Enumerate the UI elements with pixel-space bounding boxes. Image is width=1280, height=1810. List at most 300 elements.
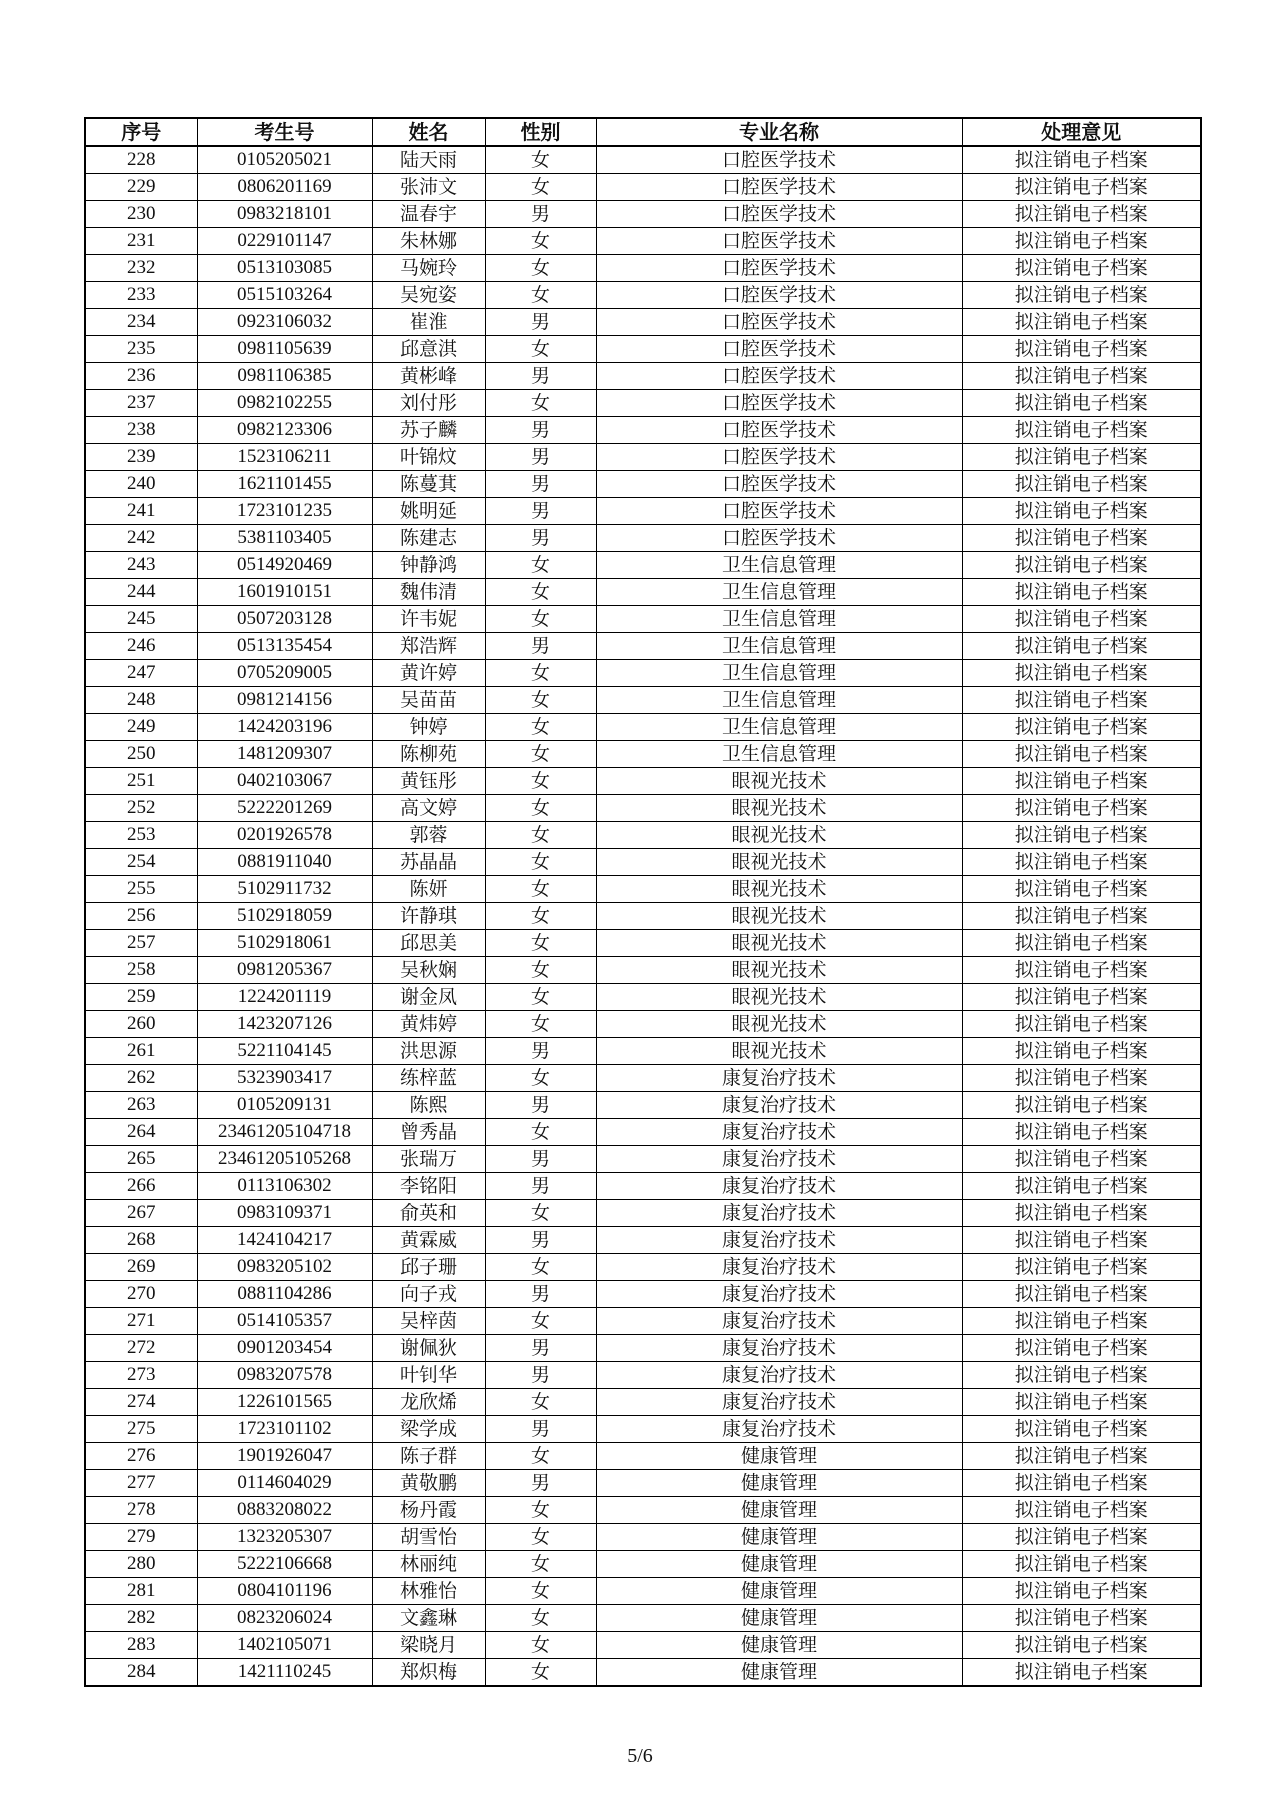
table-row <box>85 714 1201 741</box>
cell-seq: 242 <box>85 525 197 552</box>
table-row <box>85 957 1201 984</box>
cell-name: 李铭阳 <box>372 1173 485 1200</box>
cell-name: 马婉玲 <box>372 255 485 282</box>
table-row <box>85 1659 1201 1687</box>
cell-name: 俞英和 <box>372 1200 485 1227</box>
cell-exam-id: 0881104286 <box>197 1281 372 1308</box>
cell-seq: 251 <box>85 768 197 795</box>
cell-decision: 拟注销电子档案 <box>962 1119 1201 1146</box>
cell-decision: 拟注销电子档案 <box>962 1308 1201 1335</box>
cell-name: 陈子群 <box>372 1443 485 1470</box>
cell-decision: 拟注销电子档案 <box>962 768 1201 795</box>
cell-name: 吴宛姿 <box>372 282 485 309</box>
cell-exam-id: 1402105071 <box>197 1632 372 1659</box>
cell-name: 陆天雨 <box>372 146 485 174</box>
table-row <box>85 1605 1201 1632</box>
header-gender: 性别 <box>485 118 596 146</box>
cell-gender: 男 <box>485 1173 596 1200</box>
cell-major: 口腔医学技术 <box>596 282 962 309</box>
cell-decision: 拟注销电子档案 <box>962 957 1201 984</box>
table-row <box>85 363 1201 390</box>
table-row <box>85 1470 1201 1497</box>
cell-gender: 男 <box>485 201 596 228</box>
cell-exam-id: 1421110245 <box>197 1659 372 1687</box>
cell-major: 口腔医学技术 <box>596 444 962 471</box>
cell-decision: 拟注销电子档案 <box>962 1605 1201 1632</box>
cell-name: 许静琪 <box>372 903 485 930</box>
cell-name: 吴梓茵 <box>372 1308 485 1335</box>
cell-seq: 264 <box>85 1119 197 1146</box>
cell-gender: 男 <box>485 444 596 471</box>
cell-decision: 拟注销电子档案 <box>962 525 1201 552</box>
cell-gender: 女 <box>485 1524 596 1551</box>
cell-decision: 拟注销电子档案 <box>962 660 1201 687</box>
cell-major: 口腔医学技术 <box>596 471 962 498</box>
cell-seq: 269 <box>85 1254 197 1281</box>
cell-major: 卫生信息管理 <box>596 633 962 660</box>
cell-name: 黄霖威 <box>372 1227 485 1254</box>
cell-seq: 248 <box>85 687 197 714</box>
cell-major: 健康管理 <box>596 1605 962 1632</box>
table-row <box>85 174 1201 201</box>
cell-seq: 262 <box>85 1065 197 1092</box>
table-row <box>85 1254 1201 1281</box>
cell-seq: 244 <box>85 579 197 606</box>
table-row <box>85 444 1201 471</box>
table-row <box>85 1362 1201 1389</box>
cell-major: 眼视光技术 <box>596 1011 962 1038</box>
table-row <box>85 552 1201 579</box>
cell-seq: 271 <box>85 1308 197 1335</box>
cell-exam-id: 0513103085 <box>197 255 372 282</box>
cell-exam-id: 0804101196 <box>197 1578 372 1605</box>
cell-exam-id: 0514105357 <box>197 1308 372 1335</box>
cell-decision: 拟注销电子档案 <box>962 1038 1201 1065</box>
cell-seq: 268 <box>85 1227 197 1254</box>
cell-gender: 女 <box>485 1443 596 1470</box>
cell-gender: 女 <box>485 741 596 768</box>
cell-decision: 拟注销电子档案 <box>962 498 1201 525</box>
cell-decision: 拟注销电子档案 <box>962 444 1201 471</box>
cell-seq: 270 <box>85 1281 197 1308</box>
cell-seq: 261 <box>85 1038 197 1065</box>
cell-decision: 拟注销电子档案 <box>962 309 1201 336</box>
cell-gender: 女 <box>485 849 596 876</box>
table-row <box>85 984 1201 1011</box>
cell-seq: 234 <box>85 309 197 336</box>
cell-seq: 237 <box>85 390 197 417</box>
cell-name: 陈妍 <box>372 876 485 903</box>
cell-gender: 男 <box>485 1470 596 1497</box>
cell-major: 眼视光技术 <box>596 903 962 930</box>
cell-gender: 男 <box>485 471 596 498</box>
cell-decision: 拟注销电子档案 <box>962 1227 1201 1254</box>
cell-name: 文鑫琳 <box>372 1605 485 1632</box>
cell-seq: 272 <box>85 1335 197 1362</box>
cell-seq: 276 <box>85 1443 197 1470</box>
cell-gender: 女 <box>485 174 596 201</box>
cell-major: 口腔医学技术 <box>596 498 962 525</box>
cell-name: 姚明延 <box>372 498 485 525</box>
table-row <box>85 1119 1201 1146</box>
table-row <box>85 282 1201 309</box>
cell-exam-id: 5222201269 <box>197 795 372 822</box>
cell-decision: 拟注销电子档案 <box>962 876 1201 903</box>
cell-exam-id: 1224201119 <box>197 984 372 1011</box>
cell-gender: 男 <box>485 417 596 444</box>
cell-major: 眼视光技术 <box>596 1038 962 1065</box>
cell-major: 健康管理 <box>596 1632 962 1659</box>
cell-major: 眼视光技术 <box>596 822 962 849</box>
cell-decision: 拟注销电子档案 <box>962 1254 1201 1281</box>
header-seq: 序号 <box>85 118 197 146</box>
table-row <box>85 606 1201 633</box>
cell-exam-id: 0881911040 <box>197 849 372 876</box>
table-row <box>85 1308 1201 1335</box>
cell-gender: 女 <box>485 876 596 903</box>
cell-decision: 拟注销电子档案 <box>962 1335 1201 1362</box>
table-row <box>85 822 1201 849</box>
table-row <box>85 1551 1201 1578</box>
cell-seq: 274 <box>85 1389 197 1416</box>
cell-seq: 252 <box>85 795 197 822</box>
cell-exam-id: 0983218101 <box>197 201 372 228</box>
cell-exam-id: 0983109371 <box>197 1200 372 1227</box>
table-row <box>85 1632 1201 1659</box>
cell-decision: 拟注销电子档案 <box>962 363 1201 390</box>
cell-exam-id: 5222106668 <box>197 1551 372 1578</box>
cell-major: 眼视光技术 <box>596 768 962 795</box>
table-row <box>85 1200 1201 1227</box>
cell-major: 卫生信息管理 <box>596 660 962 687</box>
cell-decision: 拟注销电子档案 <box>962 822 1201 849</box>
cell-seq: 257 <box>85 930 197 957</box>
cell-exam-id: 0229101147 <box>197 228 372 255</box>
cell-exam-id: 23461205104718 <box>197 1119 372 1146</box>
cell-name: 黄钰彤 <box>372 768 485 795</box>
table-row <box>85 660 1201 687</box>
cell-name: 谢金凤 <box>372 984 485 1011</box>
cell-exam-id: 0823206024 <box>197 1605 372 1632</box>
cell-exam-id: 0201926578 <box>197 822 372 849</box>
cell-major: 康复治疗技术 <box>596 1092 962 1119</box>
cell-major: 口腔医学技术 <box>596 336 962 363</box>
cell-decision: 拟注销电子档案 <box>962 255 1201 282</box>
cell-seq: 228 <box>85 146 197 174</box>
cell-exam-id: 1424104217 <box>197 1227 372 1254</box>
cell-gender: 男 <box>485 1038 596 1065</box>
table-row <box>85 741 1201 768</box>
cell-gender: 女 <box>485 255 596 282</box>
cell-seq: 282 <box>85 1605 197 1632</box>
cell-exam-id: 0513135454 <box>197 633 372 660</box>
cell-exam-id: 0515103264 <box>197 282 372 309</box>
cell-major: 口腔医学技术 <box>596 228 962 255</box>
cell-decision: 拟注销电子档案 <box>962 1362 1201 1389</box>
cell-major: 卫生信息管理 <box>596 714 962 741</box>
cell-decision: 拟注销电子档案 <box>962 1389 1201 1416</box>
cell-seq: 243 <box>85 552 197 579</box>
cell-gender: 女 <box>485 768 596 795</box>
cell-decision: 拟注销电子档案 <box>962 282 1201 309</box>
cell-gender: 女 <box>485 984 596 1011</box>
cell-exam-id: 1601910151 <box>197 579 372 606</box>
header-row <box>85 118 1201 146</box>
cell-decision: 拟注销电子档案 <box>962 930 1201 957</box>
cell-gender: 女 <box>485 1308 596 1335</box>
cell-major: 健康管理 <box>596 1524 962 1551</box>
cell-gender: 女 <box>485 930 596 957</box>
header-decision: 处理意见 <box>962 118 1201 146</box>
header-major: 专业名称 <box>596 118 962 146</box>
cell-gender: 女 <box>485 687 596 714</box>
cell-name: 陈蔓萁 <box>372 471 485 498</box>
cell-exam-id: 0113106302 <box>197 1173 372 1200</box>
cell-exam-id: 1523106211 <box>197 444 372 471</box>
cell-gender: 男 <box>485 633 596 660</box>
cell-exam-id: 0114604029 <box>197 1470 372 1497</box>
cell-decision: 拟注销电子档案 <box>962 1173 1201 1200</box>
cell-name: 张沛文 <box>372 174 485 201</box>
table-row <box>85 687 1201 714</box>
cell-seq: 245 <box>85 606 197 633</box>
cell-major: 眼视光技术 <box>596 876 962 903</box>
cell-seq: 232 <box>85 255 197 282</box>
table-row <box>85 1416 1201 1443</box>
cell-decision: 拟注销电子档案 <box>962 1146 1201 1173</box>
cell-gender: 女 <box>485 1605 596 1632</box>
cell-seq: 256 <box>85 903 197 930</box>
cell-name: 陈熙 <box>372 1092 485 1119</box>
table-row <box>85 417 1201 444</box>
cell-exam-id: 5102918061 <box>197 930 372 957</box>
cell-major: 眼视光技术 <box>596 930 962 957</box>
cell-gender: 男 <box>485 525 596 552</box>
cell-name: 郑炽梅 <box>372 1659 485 1687</box>
cell-name: 郑浩辉 <box>372 633 485 660</box>
cell-major: 口腔医学技术 <box>596 390 962 417</box>
cell-major: 口腔医学技术 <box>596 525 962 552</box>
table-row <box>85 1173 1201 1200</box>
cell-major: 眼视光技术 <box>596 957 962 984</box>
cell-exam-id: 1226101565 <box>197 1389 372 1416</box>
cell-name: 梁晓月 <box>372 1632 485 1659</box>
cell-exam-id: 1723101235 <box>197 498 372 525</box>
cell-seq: 239 <box>85 444 197 471</box>
cell-major: 口腔医学技术 <box>596 363 962 390</box>
cell-decision: 拟注销电子档案 <box>962 1524 1201 1551</box>
cell-decision: 拟注销电子档案 <box>962 228 1201 255</box>
cell-name: 叶钊华 <box>372 1362 485 1389</box>
table-row <box>85 903 1201 930</box>
cell-seq: 233 <box>85 282 197 309</box>
cell-decision: 拟注销电子档案 <box>962 849 1201 876</box>
cell-exam-id: 0981205367 <box>197 957 372 984</box>
cell-decision: 拟注销电子档案 <box>962 1497 1201 1524</box>
table-header <box>85 118 1201 146</box>
cell-decision: 拟注销电子档案 <box>962 1092 1201 1119</box>
cell-exam-id: 1423207126 <box>197 1011 372 1038</box>
cell-name: 叶锦炆 <box>372 444 485 471</box>
cell-decision: 拟注销电子档案 <box>962 471 1201 498</box>
cell-gender: 女 <box>485 1200 596 1227</box>
cell-decision: 拟注销电子档案 <box>962 417 1201 444</box>
cell-seq: 253 <box>85 822 197 849</box>
cell-decision: 拟注销电子档案 <box>962 1281 1201 1308</box>
table-row <box>85 309 1201 336</box>
cell-major: 健康管理 <box>596 1443 962 1470</box>
cell-decision: 拟注销电子档案 <box>962 1632 1201 1659</box>
cell-seq: 255 <box>85 876 197 903</box>
cell-exam-id: 1723101102 <box>197 1416 372 1443</box>
cell-name: 高文婷 <box>372 795 485 822</box>
cell-exam-id: 1323205307 <box>197 1524 372 1551</box>
cell-gender: 男 <box>485 1335 596 1362</box>
cell-gender: 女 <box>485 579 596 606</box>
cell-seq: 265 <box>85 1146 197 1173</box>
cell-name: 温春宇 <box>372 201 485 228</box>
cell-seq: 283 <box>85 1632 197 1659</box>
cell-major: 康复治疗技术 <box>596 1065 962 1092</box>
table-row <box>85 525 1201 552</box>
cell-exam-id: 5221104145 <box>197 1038 372 1065</box>
cell-name: 邱意淇 <box>372 336 485 363</box>
cell-major: 康复治疗技术 <box>596 1227 962 1254</box>
cell-gender: 女 <box>485 336 596 363</box>
cell-exam-id: 0982102255 <box>197 390 372 417</box>
table-row <box>85 146 1201 174</box>
cell-exam-id: 1481209307 <box>197 741 372 768</box>
cell-seq: 246 <box>85 633 197 660</box>
cell-decision: 拟注销电子档案 <box>962 174 1201 201</box>
cell-name: 林雅怡 <box>372 1578 485 1605</box>
cell-gender: 女 <box>485 1065 596 1092</box>
cell-exam-id: 5102918059 <box>197 903 372 930</box>
cell-seq: 267 <box>85 1200 197 1227</box>
cell-decision: 拟注销电子档案 <box>962 1200 1201 1227</box>
table-row <box>85 1497 1201 1524</box>
cell-gender: 女 <box>485 795 596 822</box>
cell-exam-id: 0923106032 <box>197 309 372 336</box>
table-row <box>85 1227 1201 1254</box>
cell-exam-id: 0507203128 <box>197 606 372 633</box>
cell-seq: 235 <box>85 336 197 363</box>
cell-name: 黄许婷 <box>372 660 485 687</box>
cell-seq: 277 <box>85 1470 197 1497</box>
table-row <box>85 1524 1201 1551</box>
cell-decision: 拟注销电子档案 <box>962 1659 1201 1687</box>
cell-major: 健康管理 <box>596 1578 962 1605</box>
cell-name: 谢佩狄 <box>372 1335 485 1362</box>
cell-gender: 女 <box>485 146 596 174</box>
cell-major: 健康管理 <box>596 1551 962 1578</box>
table-row <box>85 633 1201 660</box>
cell-decision: 拟注销电子档案 <box>962 795 1201 822</box>
table-row <box>85 336 1201 363</box>
cell-major: 康复治疗技术 <box>596 1308 962 1335</box>
cell-name: 练梓蓝 <box>372 1065 485 1092</box>
cell-major: 康复治疗技术 <box>596 1173 962 1200</box>
cell-seq: 260 <box>85 1011 197 1038</box>
table-row <box>85 1578 1201 1605</box>
cell-seq: 238 <box>85 417 197 444</box>
cell-major: 康复治疗技术 <box>596 1146 962 1173</box>
cell-gender: 女 <box>485 1254 596 1281</box>
cell-seq: 229 <box>85 174 197 201</box>
table-row <box>85 1281 1201 1308</box>
cell-major: 康复治疗技术 <box>596 1335 962 1362</box>
cell-name: 朱林娜 <box>372 228 485 255</box>
cell-decision: 拟注销电子档案 <box>962 1416 1201 1443</box>
cell-gender: 女 <box>485 957 596 984</box>
cell-name: 崔淮 <box>372 309 485 336</box>
cell-major: 康复治疗技术 <box>596 1389 962 1416</box>
cell-decision: 拟注销电子档案 <box>962 1470 1201 1497</box>
cell-gender: 女 <box>485 282 596 309</box>
cell-exam-id: 0981105639 <box>197 336 372 363</box>
table-row <box>85 876 1201 903</box>
cell-name: 苏子麟 <box>372 417 485 444</box>
cell-name: 洪思源 <box>372 1038 485 1065</box>
cell-decision: 拟注销电子档案 <box>962 606 1201 633</box>
cell-name: 陈建志 <box>372 525 485 552</box>
table-row <box>85 255 1201 282</box>
cell-major: 康复治疗技术 <box>596 1200 962 1227</box>
cell-exam-id: 5381103405 <box>197 525 372 552</box>
cell-major: 健康管理 <box>596 1659 962 1687</box>
table-row <box>85 849 1201 876</box>
cell-decision: 拟注销电子档案 <box>962 390 1201 417</box>
cell-major: 卫生信息管理 <box>596 687 962 714</box>
cell-major: 口腔医学技术 <box>596 201 962 228</box>
cell-exam-id: 0982123306 <box>197 417 372 444</box>
cell-gender: 女 <box>485 903 596 930</box>
cell-gender: 女 <box>485 1632 596 1659</box>
cell-major: 卫生信息管理 <box>596 552 962 579</box>
cell-major: 卫生信息管理 <box>596 741 962 768</box>
table-row <box>85 1065 1201 1092</box>
cell-gender: 女 <box>485 1497 596 1524</box>
student-table <box>84 117 1202 1687</box>
table-row <box>85 795 1201 822</box>
cell-decision: 拟注销电子档案 <box>962 1065 1201 1092</box>
cell-decision: 拟注销电子档案 <box>962 633 1201 660</box>
cell-seq: 258 <box>85 957 197 984</box>
cell-seq: 254 <box>85 849 197 876</box>
cell-seq: 240 <box>85 471 197 498</box>
cell-seq: 263 <box>85 1092 197 1119</box>
cell-decision: 拟注销电子档案 <box>962 579 1201 606</box>
cell-major: 口腔医学技术 <box>596 417 962 444</box>
cell-gender: 男 <box>485 309 596 336</box>
cell-exam-id: 0981106385 <box>197 363 372 390</box>
cell-exam-id: 0705209005 <box>197 660 372 687</box>
cell-exam-id: 1901926047 <box>197 1443 372 1470</box>
cell-decision: 拟注销电子档案 <box>962 1578 1201 1605</box>
page-number: 5/6 <box>627 1745 653 1767</box>
cell-name: 郭蓉 <box>372 822 485 849</box>
cell-decision: 拟注销电子档案 <box>962 201 1201 228</box>
cell-major: 眼视光技术 <box>596 795 962 822</box>
cell-name: 杨丹霞 <box>372 1497 485 1524</box>
cell-major: 健康管理 <box>596 1470 962 1497</box>
cell-name: 曾秀晶 <box>372 1119 485 1146</box>
cell-major: 卫生信息管理 <box>596 579 962 606</box>
table-row <box>85 201 1201 228</box>
cell-name: 张瑞万 <box>372 1146 485 1173</box>
cell-major: 康复治疗技术 <box>596 1254 962 1281</box>
cell-major: 康复治疗技术 <box>596 1281 962 1308</box>
